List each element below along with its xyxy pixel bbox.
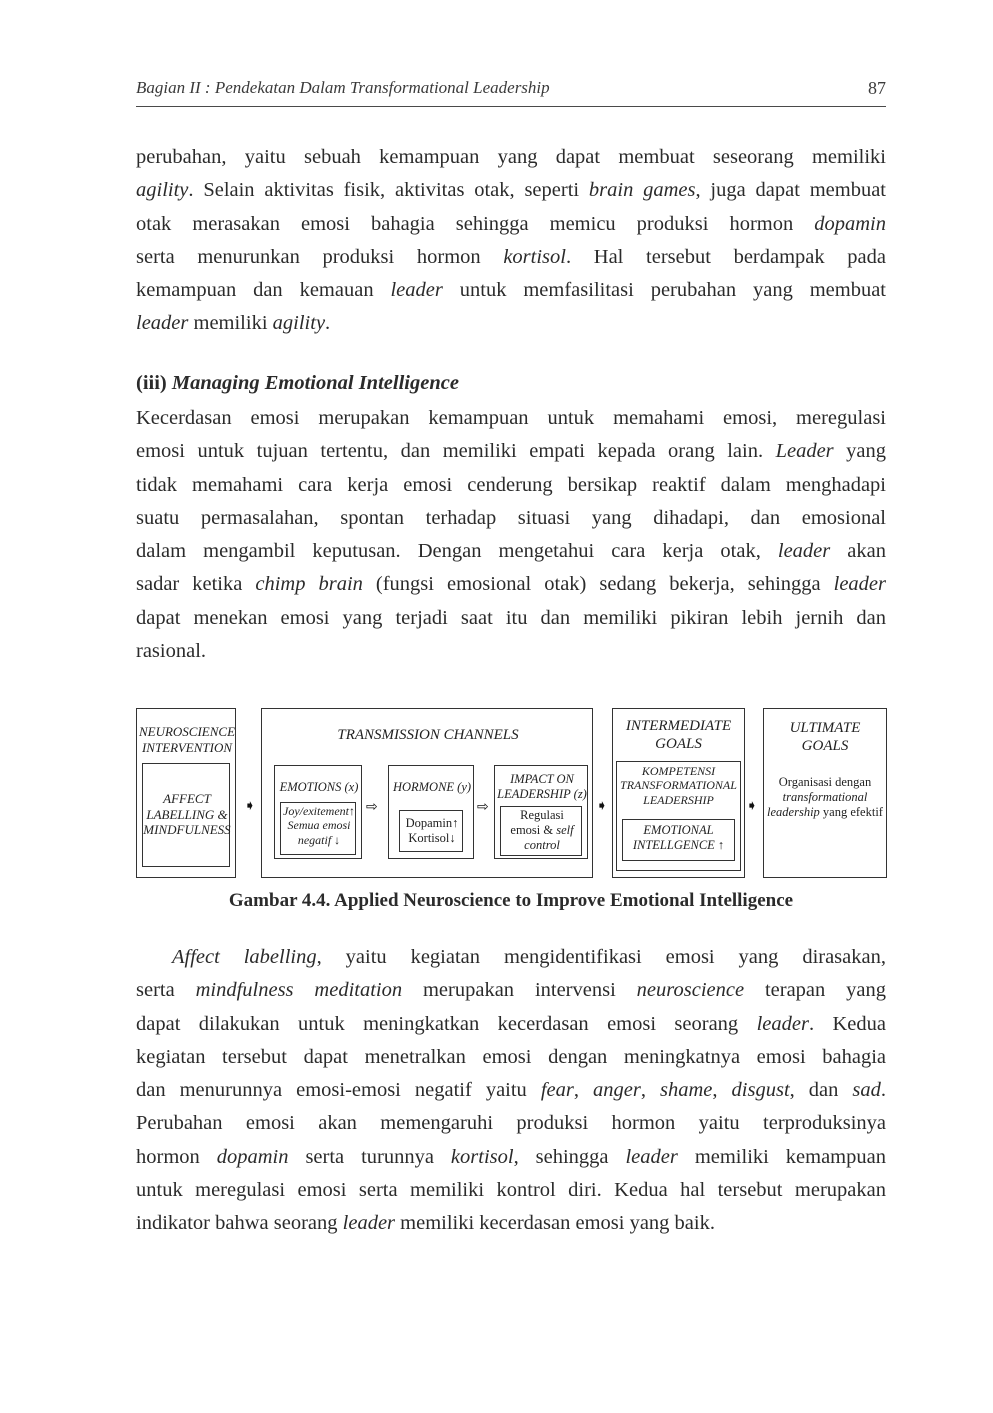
solid-arrow-icon: ➧ <box>244 798 256 814</box>
ultimate-line: transformational <box>782 790 868 804</box>
emotions-line: Joy/exitement↑ <box>283 804 355 818</box>
impact-title-line: IMPACT ON <box>510 772 574 786</box>
ultimate-title-line: GOALS <box>801 738 849 754</box>
neuroscience-title-line: NEUROSCIENCE <box>138 724 236 739</box>
kompetensi-box <box>616 761 741 871</box>
text-line: otak merasakan emosi bahagia sehingga memicu produksi hormon dopamin <box>136 212 886 235</box>
intermediate-title-line: GOALS <box>655 736 702 752</box>
kompetensi-line: LEADERSHIP <box>643 792 714 807</box>
intermediate-title-line: INTERMEDIATE <box>625 718 732 734</box>
hormone-title: HORMONE (y) <box>392 780 472 794</box>
text-line: perubahan, yaitu sebuah kemampuan yang dapat membuat seseorang memiliki <box>136 146 886 168</box>
affect-line: LABELLING & <box>146 806 228 822</box>
outline-arrow-icon: ⇨ <box>477 799 489 815</box>
solid-arrow-icon: ➧ <box>746 798 758 814</box>
ultimate-line: Organisasi dengan <box>778 775 872 789</box>
section-heading <box>136 372 459 395</box>
neuroscience-title-line: INTERVENTION <box>141 739 233 755</box>
text-line: kegiatan tersebut dapat menetralkan emosi dengan meningkatnya emosi bahagia <box>136 1045 886 1068</box>
impact-title-line: LEADERSHIP (z) <box>497 787 587 801</box>
hormone-line: Kortisol↓ <box>408 831 456 845</box>
text-line: suatu permasalahan, spontan terhadap situasi yang dihadapi, dan emosional <box>136 506 886 529</box>
impact-detail-box <box>500 806 582 856</box>
figure-neuroscience-diagram <box>136 708 888 880</box>
intermediate-goals-box <box>612 708 745 878</box>
kompetensi-line: KOMPETENSI <box>641 764 716 778</box>
hormone-line: Dopamin↑ <box>405 816 459 830</box>
text-line: Affect labelling, yaitu kegiatan mengidentifikasi emosi yang dirasakan, <box>172 946 886 968</box>
ultimate-line: leadership yang efektif <box>767 805 883 819</box>
affect-line: MINDFULNESS <box>143 822 231 838</box>
running-title: Bagian II : Pendekatan Dalam Transformational Leadership <box>136 78 550 97</box>
text-line: Perubahan emosi akan memengaruhi produksi hormon yaitu terproduksinya <box>136 1112 886 1135</box>
emotions-title: EMOTIONS (x) <box>279 780 359 794</box>
impact-line: emosi & self <box>510 823 574 837</box>
emotional-intelligence-box <box>622 819 735 861</box>
text-line: serta menurunkan produksi hormon kortisol. Hal tersebut berdampak pada <box>136 245 886 268</box>
text-line: dapat menekan emosi yang terjadi saat itu dan memiliki pikiran lebih jernih dan <box>136 606 886 629</box>
transmission-channels-box <box>261 708 593 878</box>
ei-line: INTELLGENCE ↑ <box>632 838 725 852</box>
text-line: dalam mengambil keputusan. Dengan mengetahui cara kerja otak, leader akan <box>136 540 886 563</box>
text-line: emosi untuk tujuan tertentu, dan memiliki empati kepada orang lain. Leader yang <box>136 440 886 463</box>
affect-line: AFFECT <box>163 791 211 806</box>
transmission-title: TRANSMISSION CHANNELS <box>337 727 519 743</box>
section-number: (iii) <box>136 372 167 394</box>
impact-line: control <box>524 838 560 852</box>
kompetensi-line: TRANSFORMATIONAL <box>620 778 737 793</box>
text-line: leader memiliki agility. <box>136 312 331 335</box>
emotions-box <box>274 765 362 859</box>
text-line: sadar ketika chimp brain (fungsi emosional otak) sedang bekerja, sehingga leader <box>136 573 886 596</box>
emotions-line: Semua emosi <box>287 818 351 833</box>
text-line: dan menurunnya emosi-emosi negatif yaitu fear, anger, shame, disgust, dan sad. <box>136 1079 887 1102</box>
text-line: kemampuan dan kemauan leader untuk memfasilitasi perubahan yang membuat <box>136 279 887 302</box>
paragraph-affect-labelling <box>136 941 886 1241</box>
emotions-line: negatif ↓ <box>297 832 341 847</box>
impact-line: Regulasi <box>520 808 564 822</box>
page-number: 87 <box>868 78 886 98</box>
hormone-box <box>388 765 474 859</box>
text-line: indikator bahwa seorang leader memiliki kecerdasan emosi yang baik. <box>136 1212 715 1235</box>
paragraph-emotional-intelligence <box>136 402 886 668</box>
text-line: tidak memahami cara kerja emosi cenderung bersikap reaktif dalam menghadapi <box>136 473 886 496</box>
solid-arrow-icon: ➧ <box>596 798 608 814</box>
figure-caption: Gambar 4.4. Applied Neuroscience to Improve Emotional Intelligence <box>228 890 794 911</box>
text-line: rasional. <box>136 640 207 663</box>
text-line: hormon dopamin serta turunnya kortisol, sehingga leader memiliki kemampuan <box>136 1145 886 1168</box>
text-line: serta mindfulness meditation merupakan intervensi neuroscience terapan yang <box>136 979 886 1002</box>
text-line: dapat dilakukan untuk meningkatkan kecerdasan emosi seorang leader. Kedua <box>136 1012 886 1035</box>
affect-labelling-box <box>142 763 230 867</box>
neuroscience-intervention-box <box>136 708 236 878</box>
outline-arrow-icon: ⇨ <box>366 799 378 815</box>
text-line: untuk meregulasi emosi serta memiliki kontrol diri. Kedua hal tersebut merupakan <box>136 1179 886 1202</box>
ultimate-goals-box <box>763 708 887 878</box>
hormone-detail-box <box>399 810 463 852</box>
impact-leadership-box <box>494 765 588 859</box>
ultimate-title-line: ULTIMATE <box>789 720 861 736</box>
paragraph-agility <box>136 141 886 341</box>
running-header <box>136 78 886 107</box>
text-line: Kecerdasan emosi merupakan kemampuan untuk memahami emosi, meregulasi <box>136 407 886 429</box>
ei-line: EMOTIONAL <box>643 823 714 837</box>
text-line: agility. Selain aktivitas fisik, aktivitas otak, seperti brain games, juga dapat membuat <box>136 179 886 202</box>
section-title: Managing Emotional Intelligence <box>171 372 459 394</box>
emotions-detail-box <box>280 802 356 855</box>
